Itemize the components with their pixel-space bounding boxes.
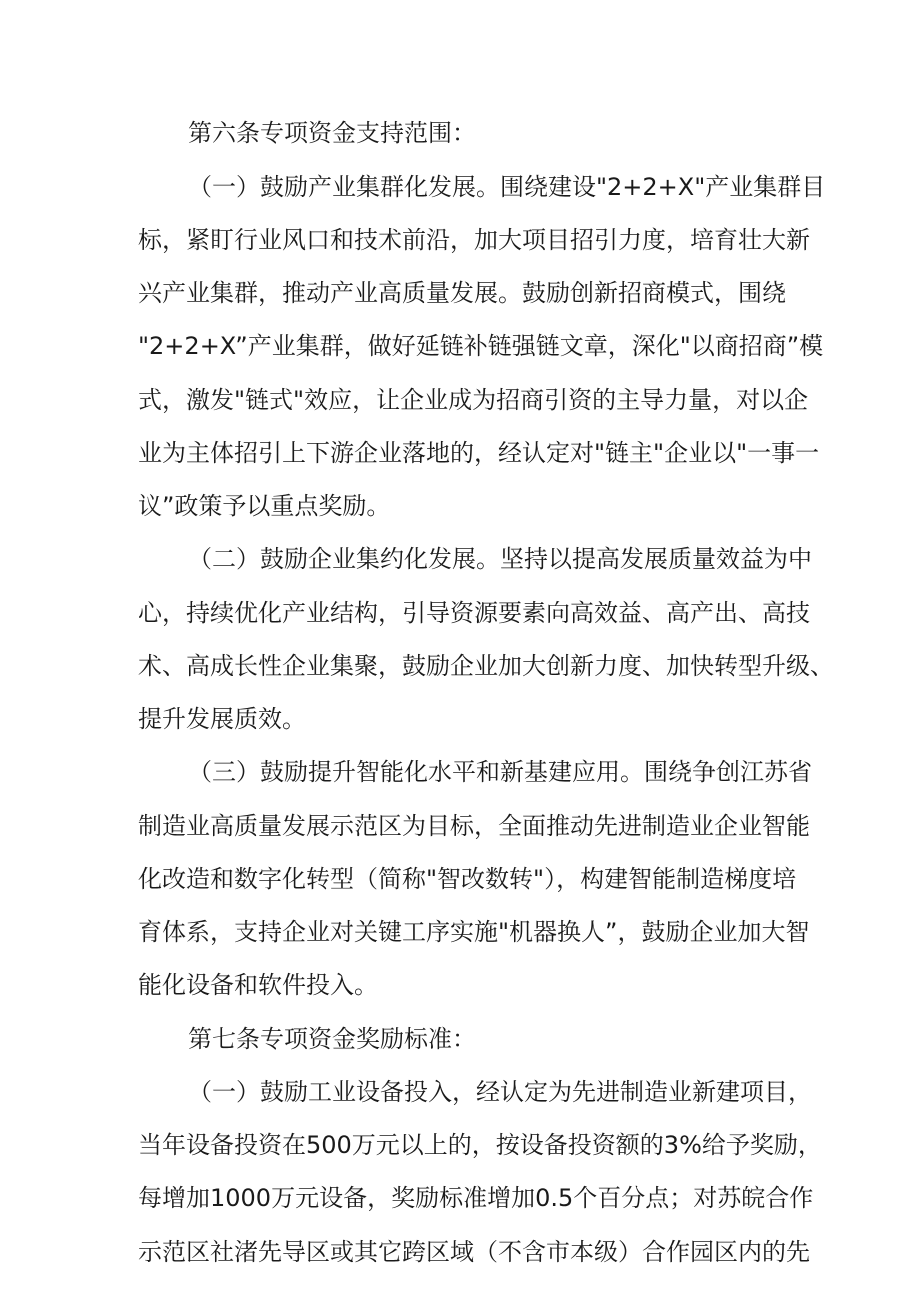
paragraph-line: （一）鼓励工业设备投入，经认定为先进制造业新建项目，	[188, 1078, 812, 1106]
paragraph-line: 示范区社渚先导区或其它跨区域（不含市本级）合作园区内的先	[138, 1238, 810, 1266]
paragraph-line: （二）鼓励企业集约化发展。坚持以提高发展质量效益为中	[188, 545, 812, 573]
paragraph-line: 化改造和数字化转型（简称"智改数转"），构建智能制造梯度培	[138, 865, 797, 893]
paragraph-line: 术、高成长性企业集聚，鼓励企业加大创新力度、加快转型升级、	[138, 652, 834, 680]
paragraph-line: （一）鼓励产业集群化发展。围绕建设"2+2+X"产业集群目	[188, 173, 826, 201]
paragraph-line: 议”政策予以重点奖励。	[138, 492, 391, 520]
paragraph-line: 标，紧盯行业风口和技术前沿，加大项目招引力度，培育壮大新	[138, 226, 810, 254]
article-6-heading: 第六条专项资金支持范围：	[188, 119, 476, 147]
paragraph-line: 能化设备和软件投入。	[138, 971, 378, 999]
paragraph-line: （三）鼓励提升智能化水平和新基建应用。围绕争创江苏省	[188, 758, 812, 786]
paragraph-line: 育体系，支持企业对关键工序实施"机器换人”，鼓励企业加大智	[138, 918, 810, 946]
paragraph-line: 每增加1000万元设备，奖励标准增加0.5个百分点；对苏皖合作	[138, 1184, 814, 1212]
paragraph-line: 式，激发"链式"效应，让企业成为招商引资的主导力量，对以企	[138, 386, 809, 414]
paragraph-line: 兴产业集群，推动产业高质量发展。鼓励创新招商模式，围绕	[138, 279, 786, 307]
paragraph-line: "2+2+X”产业集群，做好延链补链强链文章，深化"以商招商”模	[138, 332, 824, 360]
paragraph-line: 当年设备投资在500万元以上的，按设备投资额的3%给予奖励，	[138, 1131, 822, 1159]
paragraph-line: 业为主体招引上下游企业落地的，经认定对"链主"企业以"一事一	[138, 439, 820, 467]
paragraph-line: 制造业高质量发展示范区为目标，全面推动先进制造业企业智能	[138, 812, 810, 840]
paragraph-line: 心，持续优化产业结构，引导资源要素向高效益、高产出、高技	[138, 599, 810, 627]
article-7-heading: 第七条专项资金奖励标准：	[188, 1025, 476, 1053]
paragraph-line: 提升发展质效。	[138, 705, 306, 733]
